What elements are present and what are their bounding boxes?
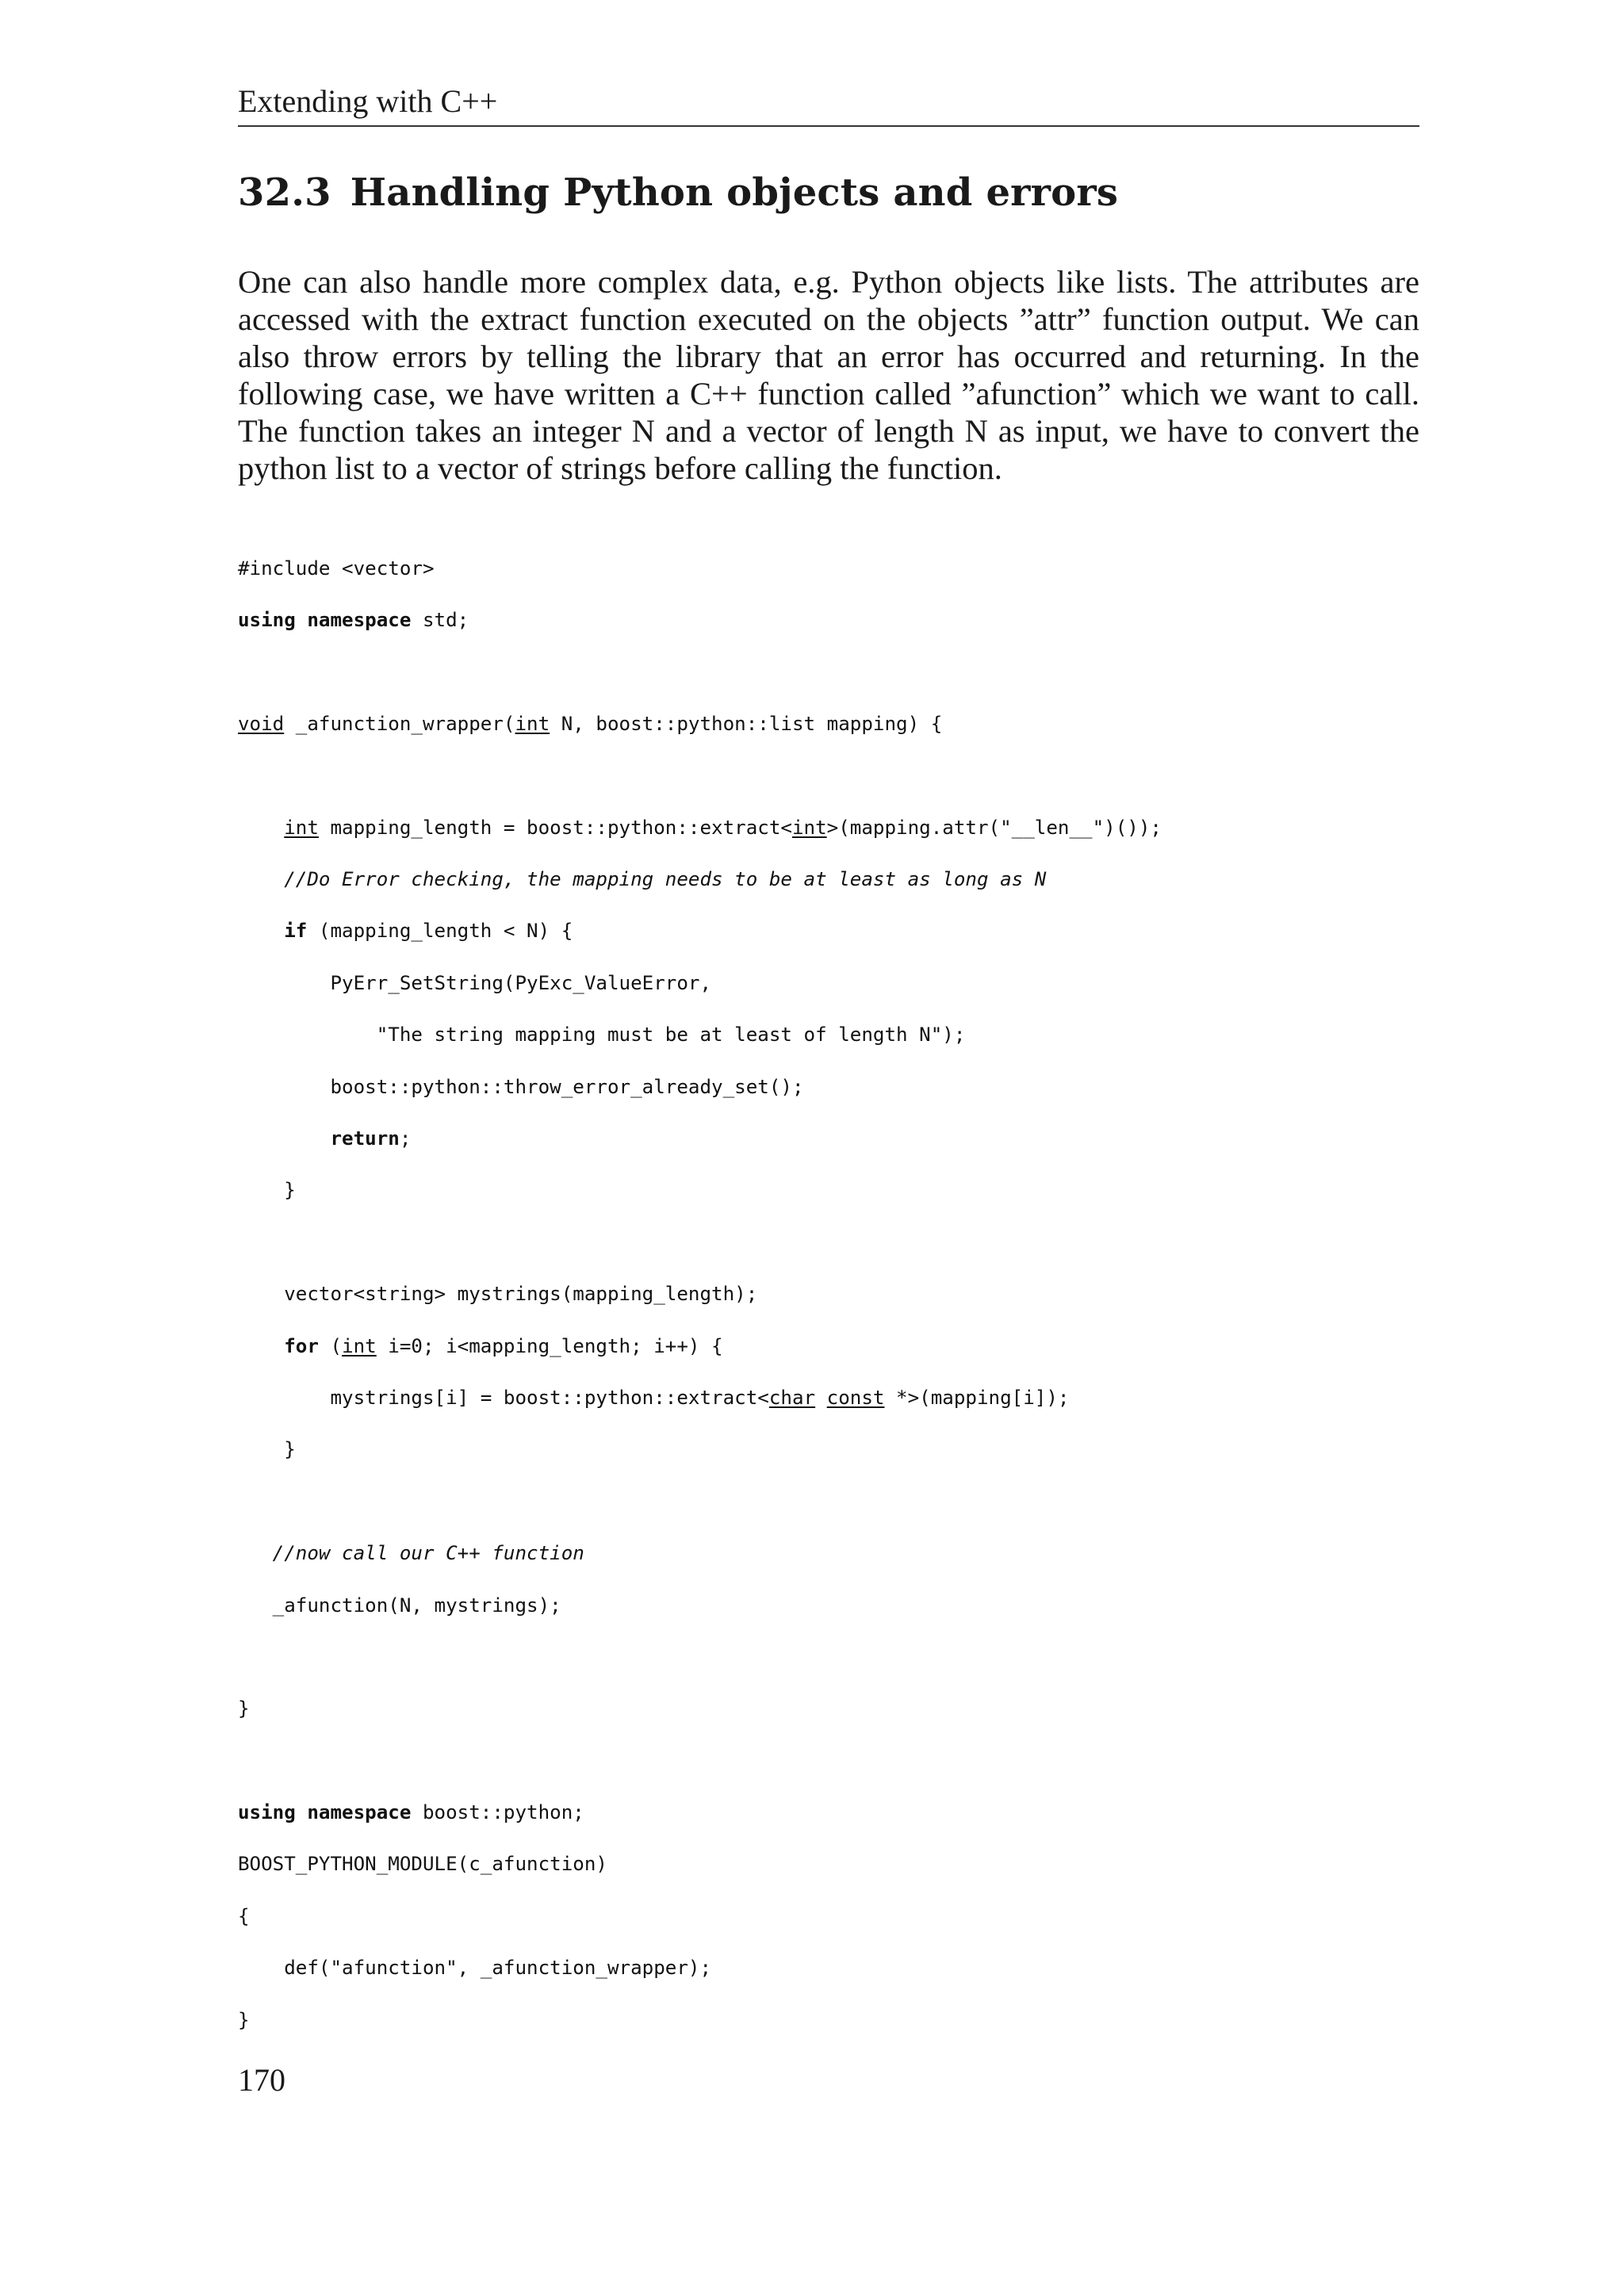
code-type: int: [342, 1334, 377, 1357]
code-blank-line: [238, 1644, 1443, 1670]
code-line: [238, 1126, 1443, 1152]
code-comment: //now call our C++ function: [238, 1542, 584, 1565]
code-text: PyErr_SetString(PyExc_ValueError,: [238, 971, 712, 994]
code-text: ;: [399, 1127, 412, 1150]
code-keyword: using namespace: [238, 609, 412, 632]
code-keyword: return: [330, 1127, 400, 1150]
section-number: 32.3: [238, 170, 331, 215]
code-line: [238, 1955, 1443, 1981]
code-text: boost::python;: [411, 1801, 584, 1824]
code-line: [238, 2007, 1443, 2034]
code-indent: [238, 817, 284, 839]
code-line: [238, 815, 1443, 841]
code-line: [238, 867, 1443, 893]
code-line: [238, 918, 1443, 944]
code-keyword: for: [284, 1334, 319, 1357]
code-text: (: [318, 1334, 343, 1357]
code-indent: [238, 920, 284, 942]
code-text: >(mapping.attr("__len__")());: [826, 816, 1162, 839]
running-header: [238, 79, 1419, 127]
code-text: BOOST_PYTHON_MODULE(c_afunction): [238, 1853, 607, 1876]
code-line: [238, 711, 1443, 737]
code-line: [238, 1177, 1443, 1203]
code-text: vector<string> mystrings(mapping_length);: [238, 1283, 758, 1306]
code-text: "The string mapping must be at least of length N");: [238, 1024, 966, 1047]
code-blank-line: [238, 1230, 1443, 1256]
code-listing: [238, 530, 1443, 2059]
code-text: (mapping_length < N) {: [307, 920, 573, 943]
code-type: int: [284, 816, 319, 839]
code-blank-line: [238, 763, 1443, 789]
code-indent: [238, 1335, 284, 1357]
code-text: }: [238, 1697, 250, 1720]
code-text: mystrings[i] = boost::python::extract<: [238, 1386, 769, 1409]
code-text: [815, 1387, 827, 1409]
code-line: [238, 1281, 1443, 1307]
code-line: [238, 1074, 1443, 1100]
code-line: [238, 607, 1443, 633]
code-blank-line: [238, 1748, 1443, 1774]
code-keyword: using namespace: [238, 1801, 412, 1824]
code-type: char: [768, 1386, 816, 1409]
code-line: [238, 1904, 1443, 1930]
code-line: [238, 1851, 1443, 1877]
code-type: const: [826, 1386, 885, 1409]
page-number: 170: [238, 2062, 285, 2098]
code-line: [238, 1385, 1443, 1411]
code-text: N, boost::python::list mapping) {: [550, 712, 943, 735]
code-text: }: [238, 2008, 250, 2031]
code-line: [238, 970, 1443, 997]
code-line: [238, 1022, 1443, 1048]
code-text: {: [238, 1904, 250, 1927]
code-text: boost::python::throw_error_already_set();: [238, 1075, 804, 1098]
code-text: _afunction_wrapper(: [284, 712, 515, 735]
code-keyword: if: [284, 920, 308, 943]
code-line: [238, 1593, 1443, 1619]
code-text: def("afunction", _afunction_wrapper);: [238, 1957, 712, 1980]
code-blank-line: [238, 659, 1443, 685]
code-text: mapping_length = boost::python::extract<: [318, 816, 792, 839]
body-paragraph: One can also handle more complex data, e.g. Python objects like lists. The attributes are accessed with the extract function executed on the objects ”attr” function output. We can also throw errors by telling the library that an error has occurred and returning. In the following case, we have written a C++ function called ”afunction” which we want to call. The function takes an integer N and a vector of length N as input, we have to convert the python list to a vector of strings before calling the function.: [238, 264, 1419, 486]
section-title: Handling Python objects and errors: [350, 170, 1119, 215]
code-text: std;: [411, 609, 469, 632]
code-line: [238, 1437, 1443, 1463]
code-text: }: [238, 1438, 296, 1461]
code-line: [238, 556, 1443, 582]
code-text: #include <vector>: [238, 557, 435, 580]
section-heading: [238, 166, 1118, 219]
code-line: [238, 1334, 1443, 1360]
code-text: }: [238, 1179, 296, 1202]
code-type: int: [515, 712, 550, 735]
running-header-title: Extending with C++: [238, 83, 498, 119]
code-text: i=0; i<mapping_length; i++) {: [376, 1334, 723, 1357]
code-type: int: [791, 816, 827, 839]
code-indent: [238, 1127, 331, 1150]
code-line: [238, 1540, 1443, 1567]
code-comment: //Do Error checking, the mapping needs to be at least as long as N: [238, 868, 1047, 891]
code-type: void: [238, 712, 285, 735]
code-blank-line: [238, 1489, 1443, 1515]
code-line: [238, 1696, 1443, 1722]
code-text: *>(mapping[i]);: [884, 1386, 1070, 1409]
code-line: [238, 1800, 1443, 1826]
code-text: _afunction(N, mystrings);: [238, 1594, 561, 1617]
